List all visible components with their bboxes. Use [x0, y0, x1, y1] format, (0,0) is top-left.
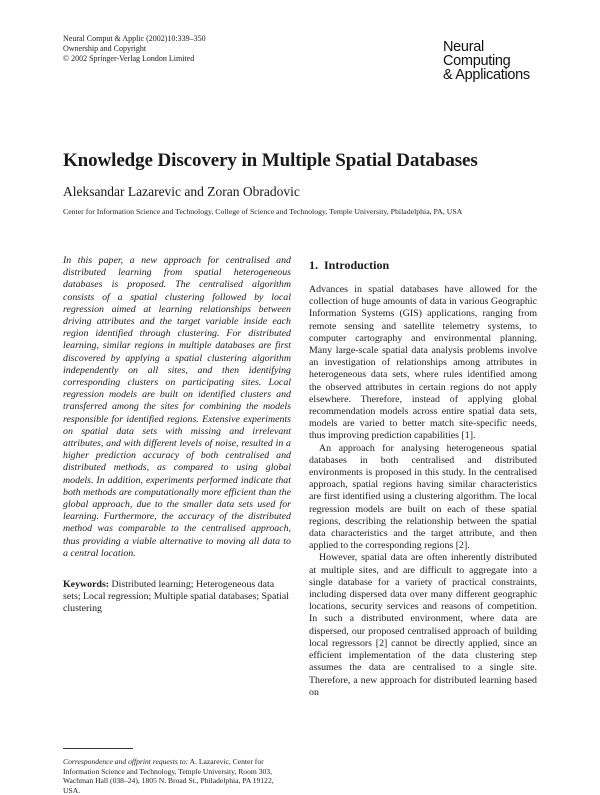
intro-paragraph: An approach for analysing heterogeneous spatial databases in both centralised and distributed environments is proposed in this study. In the centralised approach, spatial regions having similar characteristics are first identified using a clustering algorithm. The local regression models are built on each of these spatial regions, describing the relationship between the spatial data characteristics and the target attribute, and then applied to the corresponding regions [2].: [309, 442, 537, 552]
abstract: [63, 255, 291, 560]
abstract-text: In this paper, a new approach for centralised and distributed learning from spatial heterogeneous databases is proposed. The centralised algorithm consists of a spatial clustering followed by local regression aimed at learning relationships between driving attributes and the target variable inside each region identified through clustering. For distributed learning, similar regions in multiple databases are first discovered by applying a spatial clustering algorithm independently on all sites, and then identifying corresponding clusters on participating sites. Local regression models are built on identified clusters and transferred among the sites for combining the models responsible for identified regions. Extensive experiments on spatial data sets with missing and irrelevant attributes, and with different levels of noise, resulted in a higher prediction accuracy of both centralised and distributed methods, as compared to using global models. In addition, experiments performed indicate that both methods are computationally more efficient than the global approach, due to the smaller data sets used for learning. Furthermore, the accuracy of the distributed method was comparable to the centralised approach, thus providing a viable alternative to moving all data to a central location.: [63, 255, 291, 559]
keywords-label: Keywords:: [63, 579, 110, 590]
footnote-divider: [63, 748, 133, 749]
correspondence-lead: Correspondence and offprint requests to:: [63, 757, 189, 766]
intro-paragraph: Advances in spatial databases have allowed for the collection of huge amounts of data in various Geographic Information Systems (GIS) applications, ranging from remote sensing and satellite telemetry systems, to computer cartography and environmental planning. Many large-scale spatial data analysis problems involve an investigation of relationships among attributes in heterogeneous data sets, where rules identified among the observed attributes in certain regions do not apply elsewhere. Therefore, instead of applying global recommendation models across entire spatial data sets, models are varied to better match site-specific needs, thus improving prediction capabilities [1].: [309, 284, 537, 442]
intro-paragraph: However, spatial data are often inherently distributed at multiple sites, and are difficult to aggregate into a single database for a variety of practical constraints, including dispersed data over many different geographic locations, security services and reasons of competition. In such a distributed environment, where data are dispersed, our proposed centralised approach of building local regressors [2] cannot be directly applied, since an efficient implementation of the data clustering step assumes the data are centralised to a single site. Therefore, a new approach for distributed learning based on: [309, 552, 537, 698]
journal-logo-line-1: Neural: [443, 39, 484, 55]
copyright-line: © 2002 Springer-Verlag London Limited: [63, 54, 195, 63]
ownership-line: Ownership and Copyright: [63, 44, 147, 53]
correspondence-note: [63, 757, 291, 795]
paper-title: Knowledge Discovery in Multiple Spatial Databases: [63, 150, 478, 171]
introduction-body: [309, 284, 537, 699]
paper-authors: Aleksandar Lazarevic and Zoran Obradovic: [63, 184, 300, 199]
journal-citation: Neural Comput & Applic (2002)10:339–350: [63, 34, 206, 43]
journal-logo-line-3: & Applications: [443, 67, 530, 83]
section-title: Introduction: [324, 258, 390, 272]
citation-block: [63, 34, 206, 64]
section-heading: [309, 258, 395, 273]
journal-logo-line-2: Computing: [443, 53, 511, 69]
section-number: 1.: [309, 258, 318, 272]
journal-logo: [443, 40, 530, 82]
correspondence-text: A. Lazarevic, Center for Information Science and Technology, Temple University, Room 303, Wachman Hall (038–24), 1805 N. Broad St., Philadelphia, PA 19122, USA.: [63, 757, 274, 795]
paper-affiliation: Center for Information Science and Technology, College of Science and Technology, Temple University, Philadelphia, PA, USA: [63, 207, 463, 216]
keywords-text: Distributed learning; Heterogeneous data sets; Local regression; Multiple spatial databases; Spatial clustering: [63, 579, 289, 615]
keywords: [63, 579, 291, 616]
